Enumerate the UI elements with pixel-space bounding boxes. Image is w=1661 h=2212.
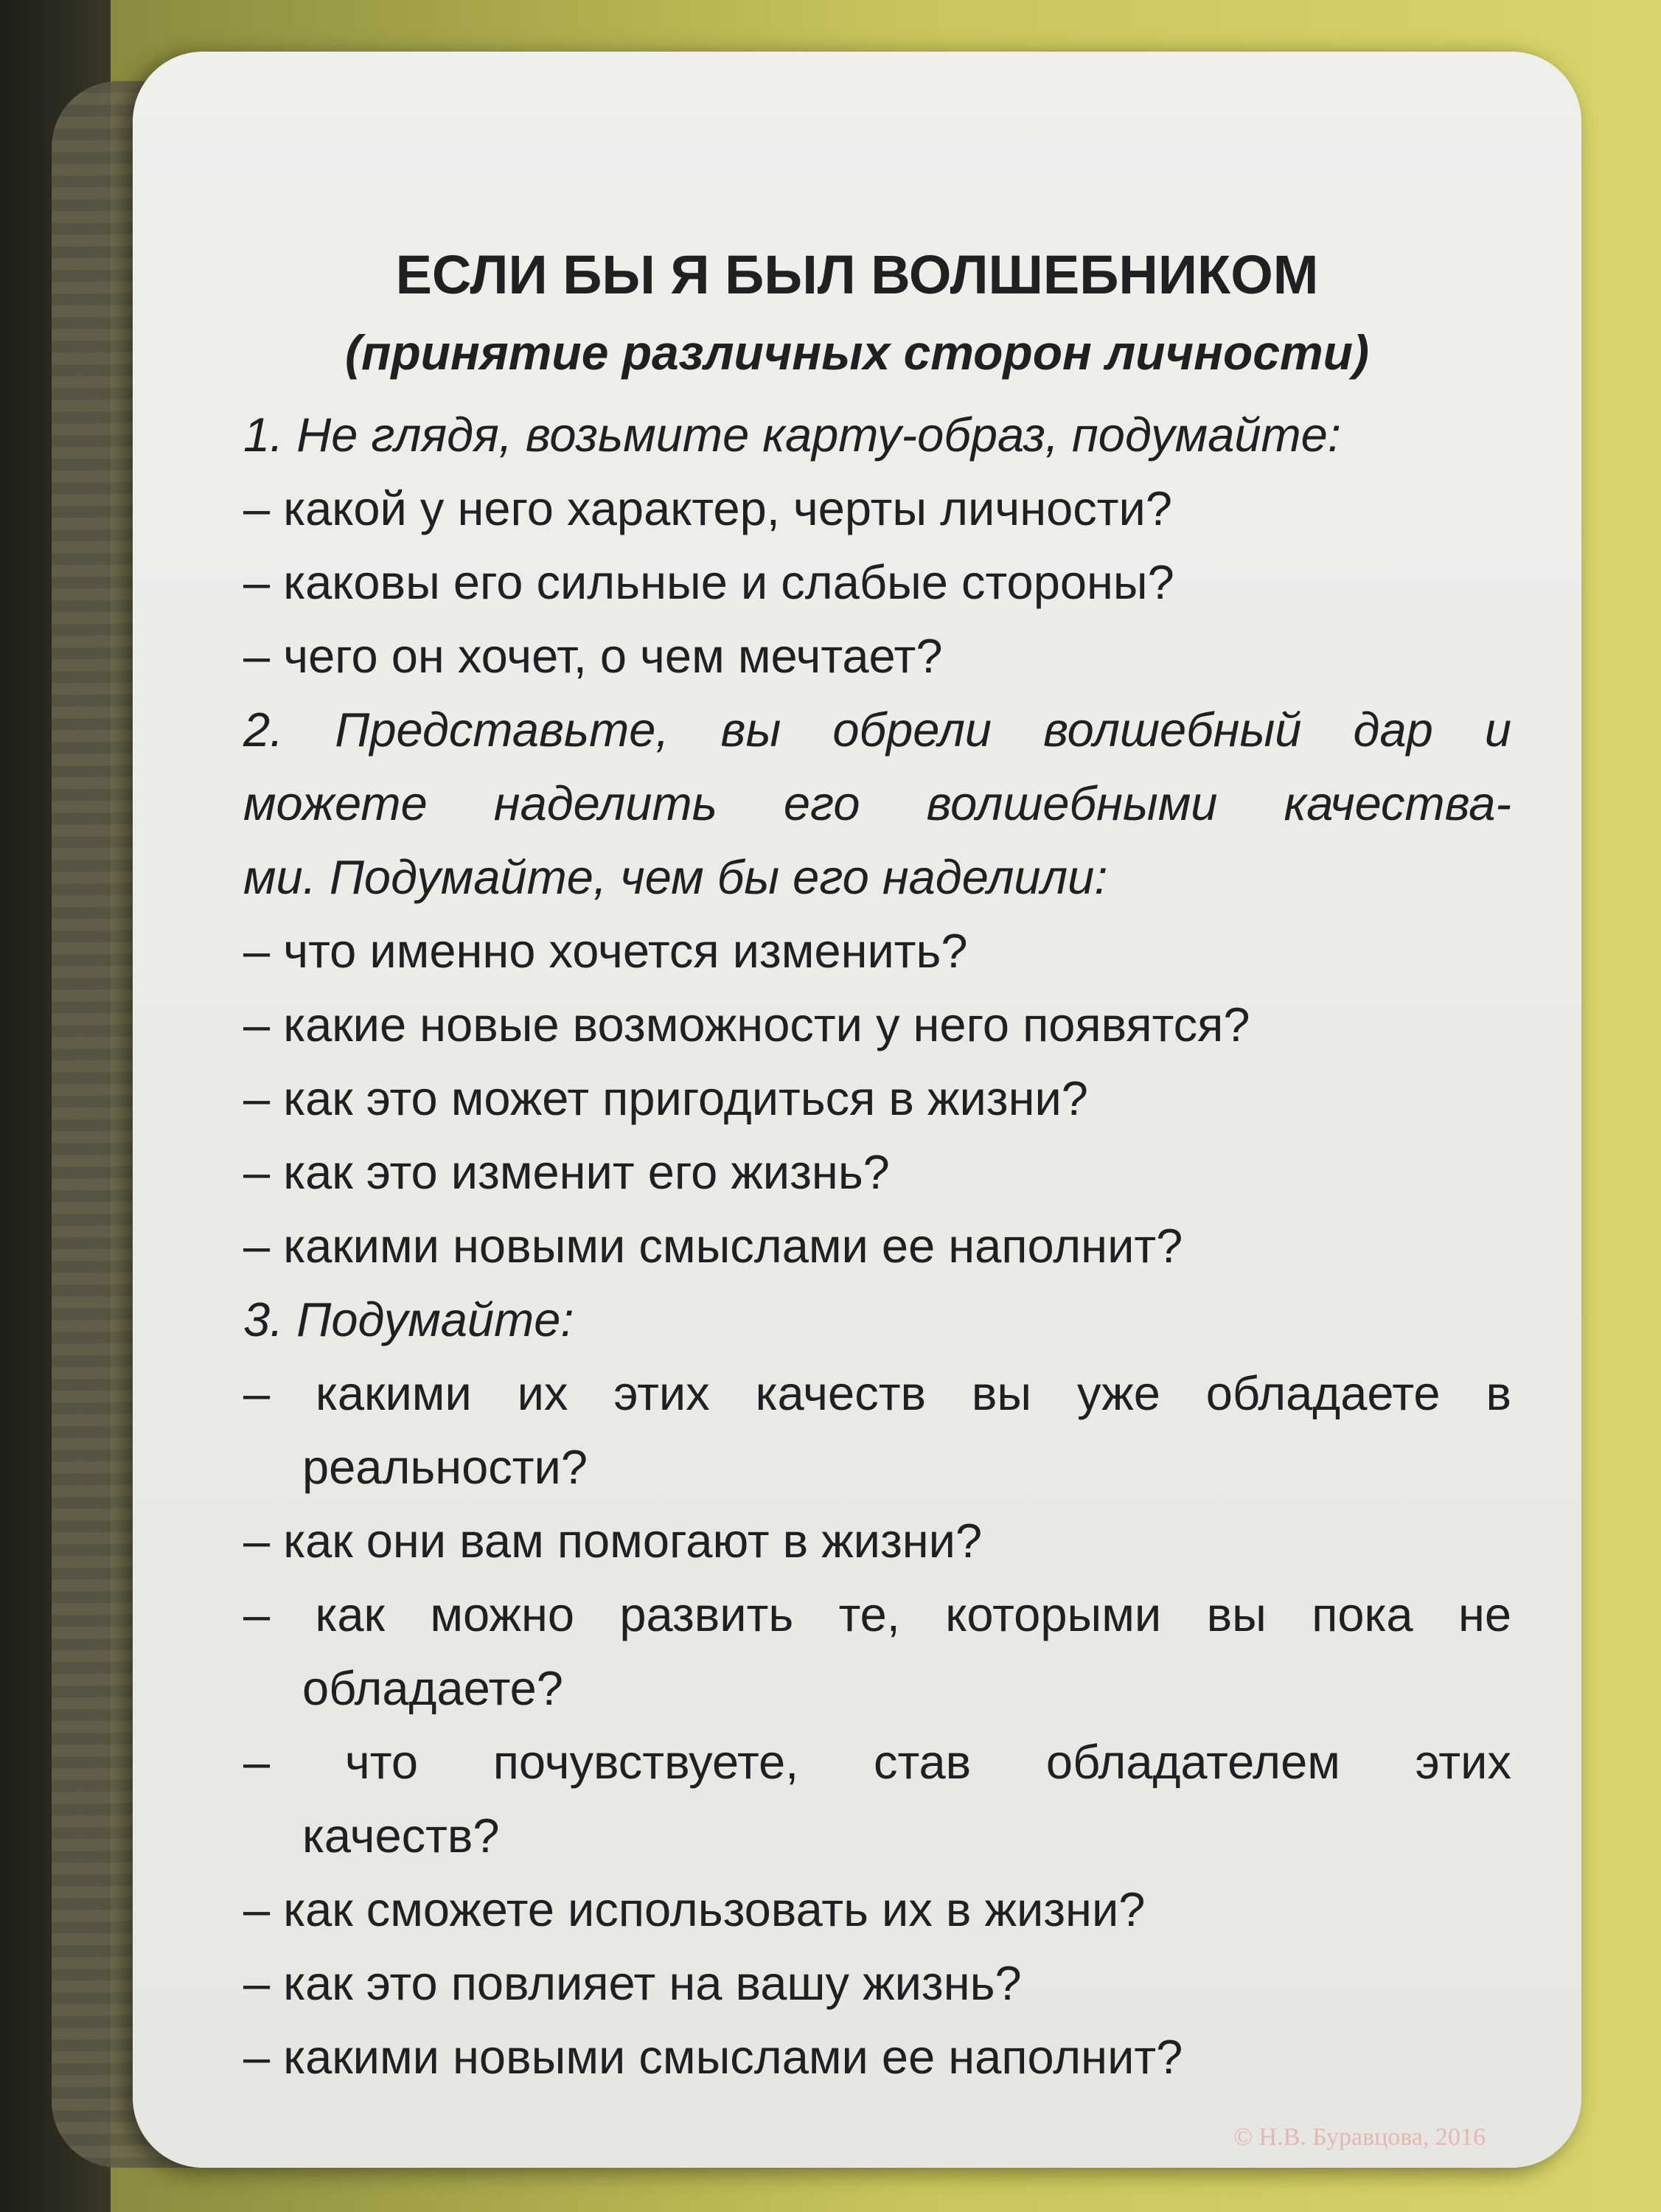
card-text-line: – что почувствуете, став обладателем этих	[243, 1735, 1511, 1789]
card-text-line: качеств?	[302, 1809, 500, 1863]
card-text-line: ми. Подумайте, чем бы его наделили:	[243, 850, 1108, 904]
card-text-line: – что именно хочется изменить?	[243, 924, 968, 978]
card-body	[243, 398, 1511, 2094]
card-subtitle: (принятие различных сторон личности)	[345, 325, 1369, 380]
card-text-line: – какие новые возможности у него появятся?	[243, 998, 1250, 1051]
card-text-line: – как это может пригодиться в жизни?	[243, 1071, 1088, 1125]
card-text-line: – каковы его сильные и слабые стороны?	[243, 555, 1174, 609]
card-text-line: – какой у него характер, черты личности?	[243, 481, 1173, 535]
card-text-line: – чего он хочет, о чем мечтает?	[243, 629, 943, 683]
card-text-line: реальности?	[302, 1440, 588, 1494]
card-text-line: – какими новыми смыслами ее наполнит?	[243, 1219, 1183, 1273]
card-text-line: – какими новыми смыслами ее наполнит?	[243, 2030, 1183, 2084]
card-text-line: можете наделить его волшебными качества-	[243, 776, 1511, 830]
card-text-line: – как это изменит его жизнь?	[243, 1145, 890, 1199]
card-text-line: 1. Не глядя, возьмите карту-образ, подумайте:	[243, 408, 1341, 462]
card-title: ЕСЛИ БЫ Я БЫЛ ВОЛШЕБНИКОМ	[395, 244, 1319, 305]
card-text-line: обладаете?	[302, 1661, 563, 1715]
card-text-line: – как можно развить те, которыми вы пока не	[243, 1587, 1511, 1641]
instruction-card	[133, 52, 1581, 2168]
card-text-line: – как сможете использовать их в жизни?	[243, 1882, 1146, 1936]
card-text-line: – как это повлияет на вашу жизнь?	[243, 1956, 1022, 2010]
card-text-line: – как они вам помогают в жизни?	[243, 1514, 983, 1568]
card-text-line: – какими их этих качеств вы уже обладаете в	[243, 1366, 1511, 1420]
card-text-line: 2. Представьте, вы обрели волшебный дар и	[243, 703, 1511, 757]
card-text-line: 3. Подумайте:	[243, 1293, 574, 1346]
copyright-text: © Н.В. Буравцова, 2016	[1233, 2124, 1486, 2151]
